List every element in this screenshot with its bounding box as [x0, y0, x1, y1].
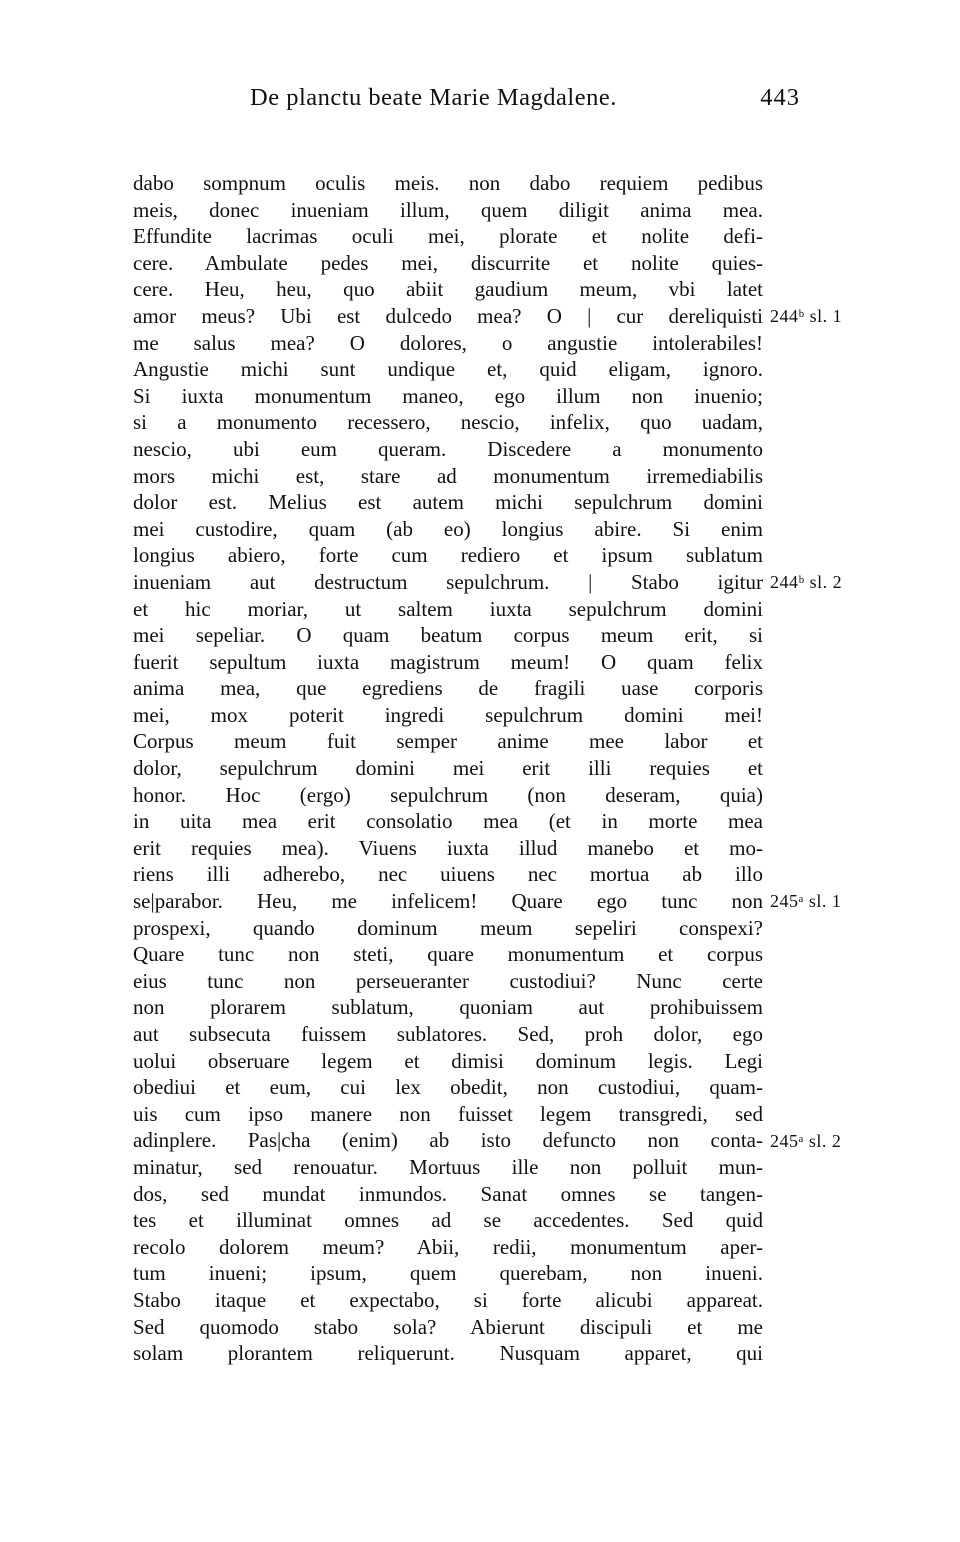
running-title: De planctu beate Marie Magdalene. — [250, 84, 617, 111]
text-line: obediui et eum, cui lex obedit, non custodiui, quam- — [133, 1075, 763, 1100]
folio-marginal-note: 245ᵃ sl. 2 — [770, 1130, 842, 1151]
text-line: Sed quomodo stabo sola? Abierunt discipuli et me — [133, 1314, 763, 1339]
text-line: si a monumento recessero, nescio, infelix, quo uadam, — [133, 410, 763, 435]
text-line: dabo sompnum oculis meis. non dabo requiem pedibus — [133, 171, 763, 195]
text-line: inueniam aut destructum sepulchrum. | Stabo igitur — [133, 569, 763, 594]
text-line: Quare tunc non steti, quare monumentum et corpus — [133, 942, 763, 967]
text-line: dolor est. Melius est autem michi sepulchrum domini — [133, 490, 763, 515]
text-line: non plorarem sublatum, quoniam aut prohibuissem — [133, 995, 763, 1020]
text-line: honor. Hoc (ergo) sepulchrum (non deseram, quia) — [133, 782, 763, 807]
text-line: amor meus? Ubi est dulcedo mea? O | cur dereliquisti — [133, 303, 763, 328]
text-line: dos, sed mundat inmundos. Sanat omnes se tangen- — [133, 1181, 763, 1206]
text-line: me salus mea? O dolores, o angustie intolerabiles! — [133, 330, 763, 355]
main-text — [133, 170, 763, 1367]
folio-marginal-note: 244ᵇ sl. 1 — [770, 306, 843, 326]
folio-marginal-note: 245ᵃ sl. 1 — [770, 891, 842, 912]
text-line: tes et illuminat omnes ad se accedentes. Sed quid — [133, 1208, 763, 1233]
text-line: prospexi, quando dominum meum sepeliri conspexi? — [133, 915, 763, 940]
text-line: mei, mox poterit ingredi sepulchrum domini mei! — [133, 702, 763, 727]
text-line: nescio, ubi eum queram. Discedere a monumento — [133, 436, 763, 461]
text-line: mors michi est, stare ad monumentum irremediabilis — [133, 463, 763, 488]
text-line: in uita mea erit consolatio mea (et in morte mea — [133, 809, 763, 834]
text-line: dolor, sepulchrum domini mei erit illi requies et — [133, 756, 763, 781]
text-line: solam plorantem reliquerunt. Nusquam apparet, qui — [133, 1341, 763, 1366]
text-line: fuerit sepultum iuxta magistrum meum! O quam felix — [133, 649, 763, 674]
text-line: erit requies mea). Viuens iuxta illud manebo et mo- — [133, 835, 763, 860]
text-line: cere. Ambulate pedes mei, discurrite et nolite quies- — [133, 250, 763, 275]
text-line: tum inueni; ipsum, quem querebam, non inueni. — [133, 1261, 763, 1286]
text-line: Corpus meum fuit semper anime mee labor et — [133, 729, 763, 754]
text-line: adinplere. Pas|cha (enim) ab isto defuncto non conta- — [133, 1128, 763, 1153]
text-line: riens illi adherebo, nec uiuens nec mortua ab illo — [133, 862, 763, 887]
text-line: et hic moriar, ut saltem iuxta sepulchrum domini — [133, 596, 763, 621]
text-line: longius abiero, forte cum rediero et ipsum sublatum — [133, 543, 763, 568]
folio-marginal-note: 244ᵇ sl. 2 — [770, 572, 843, 592]
text-line: anima mea, que egrediens de fragili uase corporis — [133, 676, 763, 701]
text-line: Stabo itaque et expectabo, si forte alicubi appareat. — [133, 1287, 763, 1312]
text-line: cere. Heu, heu, quo abiit gaudium meum, vbi latet — [133, 277, 763, 302]
text-line: uolui obseruare legem et dimisi dominum legis. Legi — [133, 1048, 763, 1073]
text-line: eius tunc non perseueranter custodiui? Nunc certe — [133, 968, 763, 993]
text-line: meis, donec inueniam illum, quem diligit anima mea. — [133, 197, 763, 222]
running-head — [250, 84, 800, 124]
text-line: minatur, sed renouatur. Mortuus ille non polluit mun- — [133, 1154, 763, 1179]
page-number: 443 — [760, 84, 800, 111]
text-line: mei sepeliar. O quam beatum corpus meum erit, si — [133, 623, 763, 648]
text-line: recolo dolorem meum? Abii, redii, monumentum aper- — [133, 1234, 763, 1259]
text-line: mei custodire, quam (ab eo) longius abire. Si enim — [133, 516, 763, 541]
text-line: Effundite lacrimas oculi mei, plorate et nolite defi- — [133, 224, 763, 249]
text-line: uis cum ipso manere non fuisset legem transgredi, sed — [133, 1101, 763, 1126]
text-line: Angustie michi sunt undique et, quid eligam, ignoro. — [133, 357, 763, 382]
text-line: aut subsecuta fuissem sublatores. Sed, proh dolor, ego — [133, 1022, 763, 1046]
text-line: se|parabor. Heu, me infelicem! Quare ego tunc non — [133, 889, 763, 914]
text-line: Si iuxta monumentum maneo, ego illum non inuenio; — [133, 383, 763, 408]
